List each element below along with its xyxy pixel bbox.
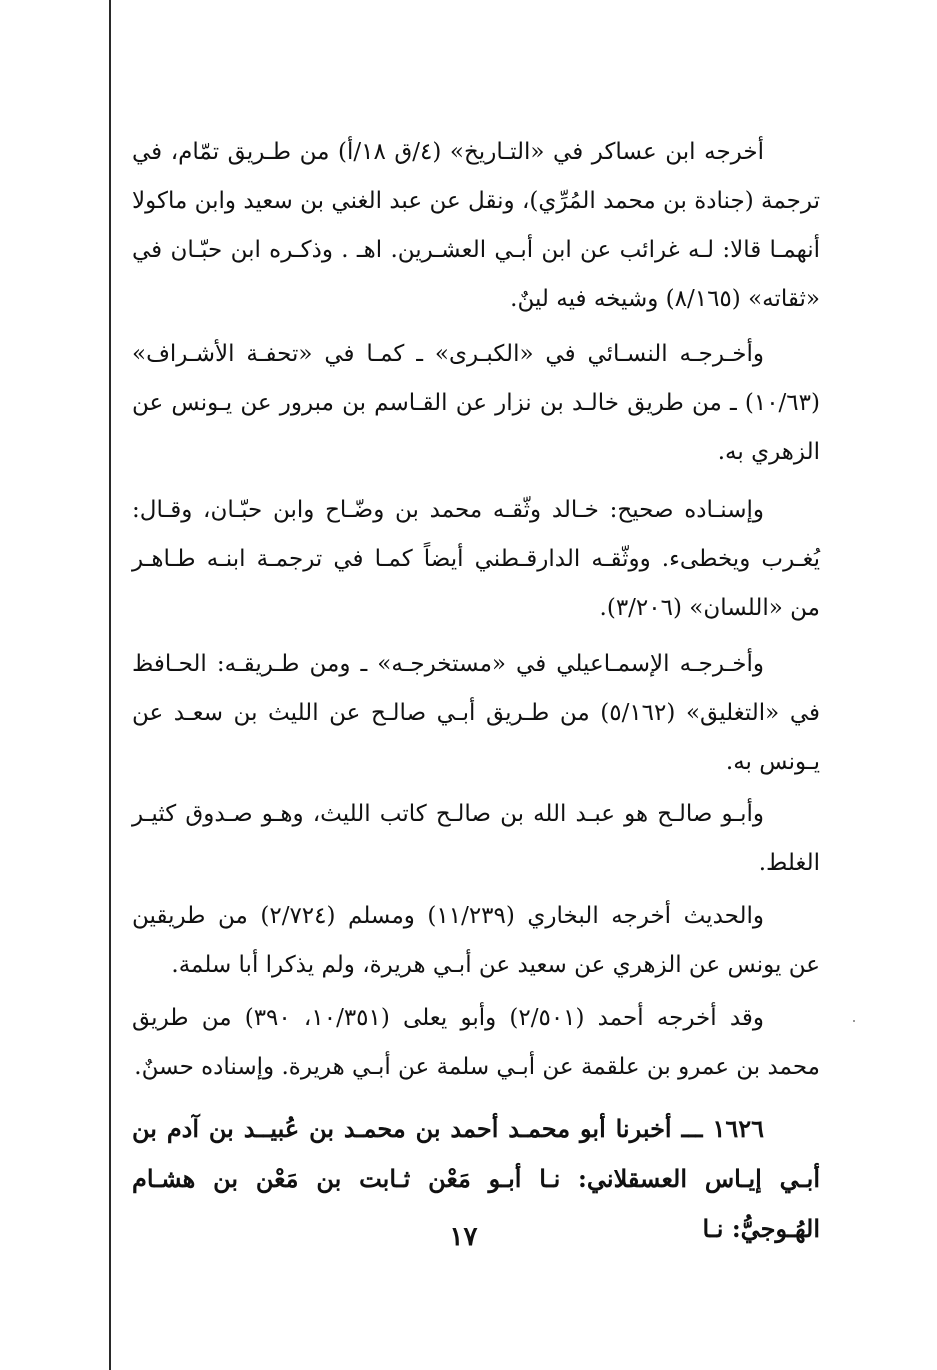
paragraph-text: وأخـرجـه النسـائي في «الكبـرى» ـ كمـا في «تحفـة الأشـراف» (١٠/٦٣) ـ من طريق خالـد بن نزار عن القـاسم بن مبرور عن يـونس عن الزهري به. <box>132 341 820 465</box>
page-edge-line <box>109 0 111 1370</box>
footnote-paragraph-6 <box>132 892 820 990</box>
footnote-paragraph-3 <box>132 486 820 633</box>
footnote-paragraph-5 <box>132 790 820 888</box>
scan-speck <box>853 1020 855 1022</box>
footnote-paragraph-7 <box>132 994 820 1092</box>
paragraph-text: وأبـو صالـح هو عبـد الله بن صالـح كاتب الليث، وهـو صـدوق كثيـر الغلط. <box>132 801 820 876</box>
footnote-paragraph-4 <box>132 640 820 787</box>
paragraph-text: وأخـرجـه الإسمـاعيلي في «مستخرجـه» ـ ومن طـريقـه: الحـافظ في «التغليق» (٥/١٦٢) من طـريق أبـي صالـح عن الليث بن سعـد عن يـونس به. <box>132 651 820 775</box>
footnote-paragraph-1 <box>132 128 820 324</box>
paragraph-text: والحديث أخرجه البخاري (١١/٢٣٩) ومسلم (٢/٧٢٤) من طريقين عن يونس عن الزهري عن سعيد عن أبـي هريرة، ولم يذكرا أبا سلمة. <box>132 903 820 978</box>
paragraph-text: ١٦٢٦ ـــ أخبرنا أبو محمـد أحمد بن محمـد بن عُبيــد بن آدم بن أبـي إيـاس العسقلاني: نـا أبـو مَعْن ثـابت بن مَعْن بن هشـام الهُـوجيُّ: نـا <box>132 1114 820 1243</box>
footnote-paragraph-2 <box>132 330 820 477</box>
paragraph-text: وقد أخرجه أحمد (٢/٥٠١) وأبو يعلى (١٠/٣٥١، ٣٩٠) من طريق محمد بن عمرو بن علقمة عن أبـي سلمة عن أبـي هريرة. وإسناده حسنٌ. <box>132 1005 820 1080</box>
page-number: ١٧ <box>449 1222 478 1252</box>
paragraph-text: وإسنـاده صحيح: خـالد وثّقـه محمد بن وضّـاح وابن حبّـان، وقـال: يُغـرب ويخطىء. ووثّقـه الدارقـطني أيضاً كمـا في ترجمـة ابنـه طـاهـر من «اللسان» (٣/٢٠٦). <box>132 497 820 621</box>
paragraph-text: أخرجه ابن عساكر في «التـاريخ» (٤/ق ١٨/أ) من طـريق تمّام، في ترجمة (جنادة بن محمد المُرِّي)، ونقل عن عبد الغني بن سعيد وابن ماكولا أنهمـا قالا: لـه غرائب عن ابن أبـي العشـرين. اهـ . وذكـره ابن حبّـان في «ثقاته» (٨/١٦٥) وشيخه فيه لينٌ. <box>132 139 820 312</box>
